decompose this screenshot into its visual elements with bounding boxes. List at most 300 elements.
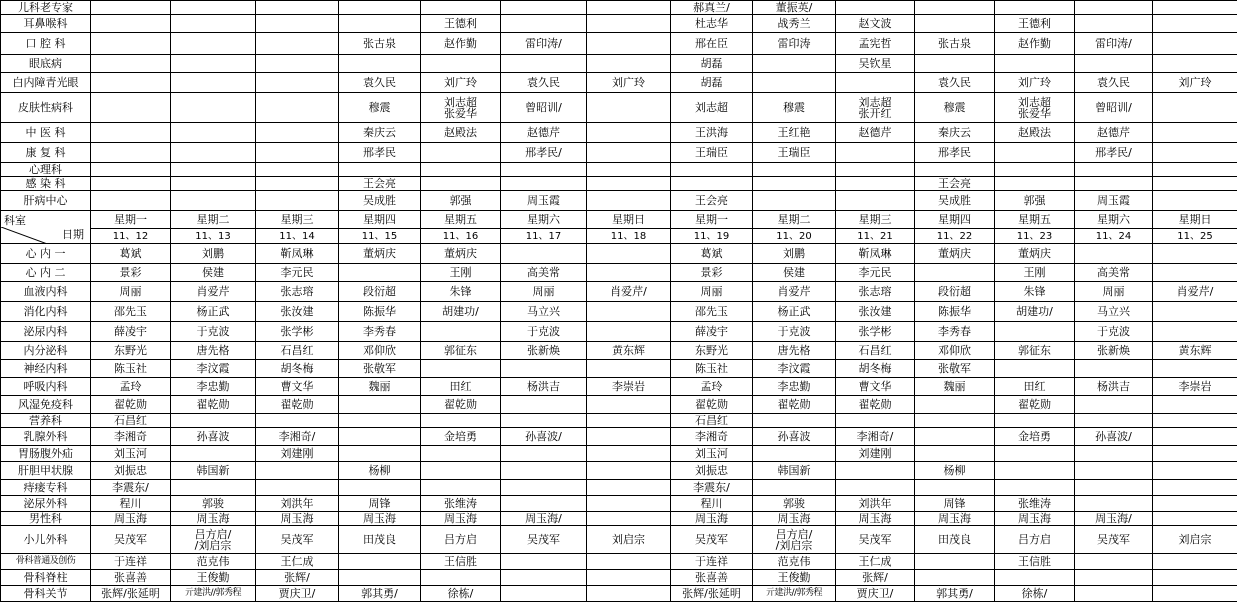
doctor-cell [587,570,671,586]
doctor-cell: 陈振华 [915,302,995,322]
doctor-cell [501,360,587,378]
department-cell: 泌尿外科 [1,496,91,512]
doctor-cell: 董炳庆 [915,244,995,264]
doctor-cell: 刘鹏 [753,244,836,264]
doctor-cell [995,163,1075,177]
doctor-cell [753,480,836,496]
doctor-cell [915,55,995,73]
date-cell: 11、17 [501,229,587,244]
doctor-cell: 赵殿法 [995,123,1075,143]
doctor-cell [915,396,995,414]
doctor-cell: 胡建功/ [995,302,1075,322]
doctor-cell: 吴茂军 [91,526,171,554]
doctor-cell: 唐先格 [171,342,256,360]
doctor-cell: 赵作勤 [995,33,1075,55]
doctor-cell: 于克波 [171,322,256,342]
table-row [1,480,1237,496]
doctor-cell [256,73,339,93]
doctor-cell: 于连祥 [671,554,753,570]
doctor-cell: 杨洪吉 [1075,378,1153,396]
doctor-cell [995,446,1075,462]
doctor-cell: 朱锋 [421,282,501,302]
doctor-cell [256,163,339,177]
doctor-cell [1075,480,1153,496]
doctor-cell [1075,414,1153,428]
doctor-cell: 杨正武 [171,302,256,322]
doctor-cell: 张辉/张延明 [671,586,753,602]
department-cell: 中 医 科 [1,123,91,143]
table-row [1,446,1237,462]
bottom-section [1,244,1237,602]
department-cell: 肝病中心 [1,191,91,211]
doctor-cell: 赵德芹 [1075,123,1153,143]
doctor-cell: 穆震 [915,93,995,123]
department-cell: 骨科关节 [1,586,91,602]
doctor-cell [171,93,256,123]
table-row [1,191,1237,211]
doctor-cell: 刘玉河 [91,446,171,462]
doctor-cell: 李秀春 [339,322,421,342]
doctor-cell [753,191,836,211]
doctor-cell: 曾昭训/ [501,93,587,123]
department-cell: 感 染 科 [1,177,91,191]
doctor-cell [91,143,171,163]
doctor-cell [1075,163,1153,177]
doctor-cell [995,143,1075,163]
doctor-cell: 董炳庆 [339,244,421,264]
doctor-cell: 刘振忠 [671,462,753,480]
doctor-cell: 张汝建 [836,302,915,322]
doctor-cell [1153,586,1237,602]
doctor-cell: 张古泉 [339,33,421,55]
doctor-cell: 刘建刚 [256,446,339,462]
doctor-cell: 吴茂军 [671,526,753,554]
doctor-cell: 黄东辉 [587,342,671,360]
doctor-cell: 金培勇 [995,428,1075,446]
doctor-cell: 李秀春 [915,322,995,342]
doctor-cell: 郭强 [995,191,1075,211]
doctor-cell [836,163,915,177]
doctor-cell [256,1,339,15]
doctor-cell: 赵文波 [836,15,915,33]
department-cell: 内分泌科 [1,342,91,360]
doctor-cell: 曹文华 [256,378,339,396]
table-row [1,123,1237,143]
doctor-cell: 石昌红 [91,414,171,428]
doctor-cell: 刘洪年 [256,496,339,512]
doctor-cell: 李湘奇/ [836,428,915,446]
doctor-cell [1153,244,1237,264]
doctor-cell [421,55,501,73]
doctor-cell: 胡建功/ [421,302,501,322]
doctor-cell: 于克波 [1075,322,1153,342]
department-cell: 白内障青光眼 [1,73,91,93]
doctor-cell [1075,462,1153,480]
department-cell: 乳腺外科 [1,428,91,446]
doctor-cell: 袁久民 [501,73,587,93]
doctor-cell: 郭骏 [753,496,836,512]
doctor-cell [915,554,995,570]
doctor-cell [995,570,1075,586]
doctor-cell: 曾昭训/ [1075,93,1153,123]
doctor-cell [753,414,836,428]
date-cell: 11、13 [171,229,256,244]
doctor-cell: 袁久民 [915,73,995,93]
doctor-cell: 李元民 [256,264,339,282]
doctor-cell: 薛凌宇 [91,322,171,342]
doctor-cell: 吴茂军 [836,526,915,554]
doctor-cell: 周玉海 [171,512,256,526]
doctor-cell: 张辉/张延明 [91,586,171,602]
doctor-cell: 邢孝民 [915,143,995,163]
doctor-cell: 周丽 [91,282,171,302]
doctor-cell: 孟宪哲 [836,33,915,55]
doctor-cell [171,33,256,55]
doctor-cell [995,322,1075,342]
doctor-cell [587,396,671,414]
doctor-cell: 胡冬梅 [256,360,339,378]
doctor-cell: 徐栋/ [995,586,1075,602]
doctor-cell [995,360,1075,378]
doctor-cell: 吴茂军 [256,526,339,554]
doctor-cell [421,1,501,15]
doctor-cell [995,177,1075,191]
doctor-cell: 战秀兰 [753,15,836,33]
date-header-section [1,211,1237,244]
doctor-cell [836,414,915,428]
doctor-cell [1075,1,1153,15]
doctor-cell [1153,554,1237,570]
doctor-cell: 石昌红 [836,342,915,360]
doctor-cell: 亓建洪//郭秀程 [171,586,256,602]
date-cell: 11、16 [421,229,501,244]
doctor-cell: 王瑞臣 [671,143,753,163]
department-cell: 心 内 一 [1,244,91,264]
doctor-cell: 靳凤琳 [256,244,339,264]
doctor-cell [91,55,171,73]
doctor-cell: 刘广玲 [1153,73,1237,93]
doctor-cell: 吕方启/ /刘启宗 [753,526,836,554]
doctor-cell: 刘志超 张开红 [836,93,915,123]
table-row [1,526,1237,554]
weekday-cell: 星期二 [171,211,256,229]
doctor-cell [753,55,836,73]
doctor-cell [1075,244,1153,264]
doctor-cell: 雷印涛/ [1075,33,1153,55]
doctor-cell: 刘振忠 [91,462,171,480]
doctor-cell [587,302,671,322]
doctor-cell: 唐先格 [753,342,836,360]
department-cell: 胃肠腹外疝 [1,446,91,462]
doctor-cell: 孟玲 [671,378,753,396]
doctor-cell [1075,570,1153,586]
doctor-cell [587,462,671,480]
doctor-cell: 徐栋/ [421,586,501,602]
doctor-cell [171,1,256,15]
doctor-cell: 高美常 [1075,264,1153,282]
table-row [1,1,1237,15]
weekday-cell: 星期一 [671,211,753,229]
doctor-cell: 刘广玲 [587,73,671,93]
doctor-cell [256,414,339,428]
doctor-cell [671,177,753,191]
date-cell: 11、19 [671,229,753,244]
doctor-cell: 翟乾勋 [171,396,256,414]
doctor-cell: 王刚 [421,264,501,282]
doctor-cell [256,191,339,211]
doctor-cell: 周玉霞 [1075,191,1153,211]
weekday-cell: 星期五 [421,211,501,229]
doctor-cell: 李震东/ [671,480,753,496]
doctor-cell: 张汝建 [256,302,339,322]
doctor-cell [915,163,995,177]
doctor-cell: 董振英/ [753,1,836,15]
date-cell: 11、20 [753,229,836,244]
doctor-cell [915,15,995,33]
doctor-cell: 于克波 [501,322,587,342]
doctor-cell [421,177,501,191]
table-row [1,244,1237,264]
doctor-cell: 杨柳 [339,462,421,480]
doctor-cell: 杜志华 [671,15,753,33]
doctor-cell [915,480,995,496]
doctor-cell: 雷印涛/ [501,33,587,55]
doctor-cell [339,428,421,446]
doctor-cell [1153,570,1237,586]
header-corner [1,211,91,244]
doctor-cell [587,322,671,342]
department-cell: 痔瘘专科 [1,480,91,496]
doctor-cell [339,414,421,428]
doctor-cell [501,446,587,462]
doctor-cell: 李湘奇/ [256,428,339,446]
doctor-cell: 刘洪年 [836,496,915,512]
doctor-cell: 金培勇 [421,428,501,446]
doctor-cell: 马立兴 [1075,302,1153,322]
doctor-cell [587,55,671,73]
doctor-cell [171,414,256,428]
department-cell: 眼底病 [1,55,91,73]
doctor-cell [836,191,915,211]
doctor-cell: 穆震 [339,93,421,123]
doctor-cell: 张喜善 [671,570,753,586]
doctor-cell [91,93,171,123]
doctor-cell: 景彩 [91,264,171,282]
doctor-cell [753,446,836,462]
doctor-cell [501,55,587,73]
doctor-cell [256,177,339,191]
doctor-cell [836,1,915,15]
table-row [1,378,1237,396]
doctor-cell: 王仁成 [256,554,339,570]
department-cell: 骨科脊柱 [1,570,91,586]
doctor-cell: 杨柳 [915,462,995,480]
weekday-cell: 星期六 [1075,211,1153,229]
doctor-cell: 邢孝民/ [501,143,587,163]
doctor-cell: 田茂良 [915,526,995,554]
date-row [1,229,1237,244]
doctor-cell: 段衍超 [915,282,995,302]
doctor-cell [339,1,421,15]
date-cell: 11、23 [995,229,1075,244]
doctor-cell: 周玉海/ [1075,512,1153,526]
table-row [1,93,1237,123]
table-row [1,360,1237,378]
doctor-cell [1075,496,1153,512]
doctor-cell [587,480,671,496]
doctor-cell: 赵德芹 [501,123,587,143]
doctor-cell: 肖爱芹 [171,282,256,302]
doctor-cell [421,570,501,586]
doctor-cell: 张敬军 [339,360,421,378]
doctor-cell: 李湘奇 [671,428,753,446]
weekday-cell: 星期一 [91,211,171,229]
doctor-cell [836,143,915,163]
doctor-cell: 董炳庆 [421,244,501,264]
doctor-cell: 范克伟 [753,554,836,570]
doctor-cell [171,123,256,143]
doctor-cell: 翟乾勋 [91,396,171,414]
doctor-cell [1153,191,1237,211]
doctor-cell [915,428,995,446]
table-row [1,302,1237,322]
table-row [1,462,1237,480]
doctor-cell [339,15,421,33]
doctor-cell: 刘启宗 [587,526,671,554]
department-cell: 心 内 二 [1,264,91,282]
table-row [1,322,1237,342]
doctor-cell: 周玉海 [753,512,836,526]
doctor-cell [1153,396,1237,414]
doctor-cell [995,1,1075,15]
date-cell: 11、12 [91,229,171,244]
doctor-cell [339,554,421,570]
weekday-cell: 星期三 [836,211,915,229]
doctor-cell: 邢孝民/ [1075,143,1153,163]
doctor-cell: 王会亮 [671,191,753,211]
doctor-cell [1153,33,1237,55]
doctor-cell [171,163,256,177]
doctor-cell: 袁久民 [339,73,421,93]
doctor-cell [171,191,256,211]
doctor-cell [501,586,587,602]
table-row [1,163,1237,177]
doctor-cell [421,446,501,462]
top-section [1,1,1237,211]
doctor-cell: 周玉海 [836,512,915,526]
doctor-cell: 吕方启 [421,526,501,554]
doctor-cell: 东野光 [91,342,171,360]
doctor-cell [91,1,171,15]
doctor-cell [501,414,587,428]
doctor-cell: 郭强 [421,191,501,211]
doctor-cell [171,177,256,191]
doctor-cell: 曹文华 [836,378,915,396]
doctor-cell [501,244,587,264]
doctor-cell: 吕方启 [995,526,1075,554]
doctor-cell: 东野光 [671,342,753,360]
doctor-cell: 魏丽 [915,378,995,396]
doctor-cell: 李汶霞 [753,360,836,378]
doctor-cell [339,570,421,586]
doctor-cell: 邢孝民 [339,143,421,163]
doctor-cell: 马立兴 [501,302,587,322]
table-row [1,264,1237,282]
department-cell: 骨科普通及创伤 [1,554,91,570]
doctor-cell [421,480,501,496]
table-row [1,15,1237,33]
doctor-cell: 赵作勤 [421,33,501,55]
doctor-cell [501,462,587,480]
doctor-cell: 胡磊 [671,73,753,93]
doctor-cell [91,15,171,33]
doctor-cell: 周玉海 [91,512,171,526]
doctor-cell: 张古泉 [915,33,995,55]
doctor-cell [1075,177,1153,191]
doctor-cell: 邵先玉 [671,302,753,322]
doctor-cell: 吴钦星 [836,55,915,73]
table-row [1,55,1237,73]
doctor-cell [995,414,1075,428]
doctor-cell [587,264,671,282]
doctor-cell: 于克波 [753,322,836,342]
doctor-cell: 雷印涛 [753,33,836,55]
doctor-cell [256,33,339,55]
doctor-cell [995,55,1075,73]
doctor-cell [1153,428,1237,446]
doctor-cell [1075,446,1153,462]
doctor-cell [915,446,995,462]
department-cell: 风湿免疫科 [1,396,91,414]
doctor-cell [587,93,671,123]
doctor-cell [836,177,915,191]
doctor-cell: 李崇岩 [587,378,671,396]
doctor-cell: 胡冬梅 [836,360,915,378]
doctor-cell: 刘广玲 [995,73,1075,93]
date-cell: 11、22 [915,229,995,244]
doctor-cell: 周玉海 [995,512,1075,526]
doctor-cell [501,396,587,414]
table-row [1,570,1237,586]
department-cell: 营养科 [1,414,91,428]
doctor-cell [587,360,671,378]
department-cell: 泌尿内科 [1,322,91,342]
doctor-cell [1153,446,1237,462]
doctor-cell [91,33,171,55]
doctor-cell: 周丽 [671,282,753,302]
doctor-cell [587,191,671,211]
doctor-cell: 王会亮 [339,177,421,191]
doctor-cell: 翟乾勋 [671,396,753,414]
doctor-cell [915,570,995,586]
doctor-cell: 杨洪吉 [501,378,587,396]
doctor-cell: 刘志超 张爱华 [995,93,1075,123]
doctor-cell [1153,264,1237,282]
doctor-cell: 翟乾勋 [836,396,915,414]
doctor-cell [1153,93,1237,123]
doctor-cell: 黄东辉 [1153,342,1237,360]
doctor-cell [1153,322,1237,342]
table-row [1,282,1237,302]
doctor-cell: 范克伟 [171,554,256,570]
doctor-cell [91,177,171,191]
doctor-cell: 邵先玉 [91,302,171,322]
weekday-cell: 星期日 [587,211,671,229]
doctor-cell [671,163,753,177]
doctor-cell: 孙喜波/ [501,428,587,446]
doctor-cell: 王德利 [421,15,501,33]
doctor-cell [753,73,836,93]
